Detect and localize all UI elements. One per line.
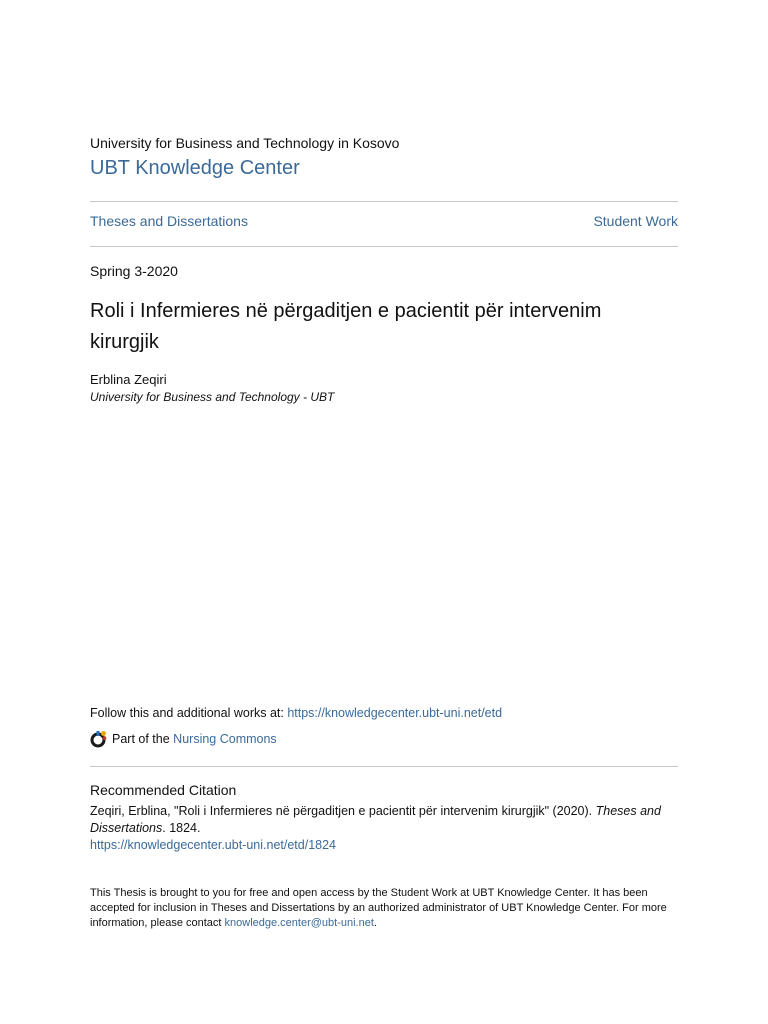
citation-text: Zeqiri, Erblina, "Roli i Infermieres në përgaditjen e pacientit për intervenim kirurgjik" (2020).: [90, 804, 596, 818]
citation-divider: [90, 766, 678, 767]
nav-divider: [90, 246, 678, 247]
part-of-prefix: Part of the: [112, 732, 170, 746]
collection-nav: [90, 213, 678, 229]
repository-link[interactable]: UBT Knowledge Center: [90, 157, 300, 179]
follow-line: [90, 706, 502, 720]
nursing-commons-link[interactable]: Nursing Commons: [173, 732, 277, 746]
access-notice-text: This Thesis is brought to you for free and open access by the Student Work at UBT Knowledge Center. It has been accepted for inclusion in Theses and Dissertations by an authorized administrator of UBT Knowledge Center. For more information, please contact: [90, 887, 667, 929]
citation-url-link[interactable]: https://knowledgecenter.ubt-uni.net/etd/1824: [90, 838, 337, 852]
cover-page: [90, 0, 678, 1024]
citation-series: Theses and Dissertations: [90, 804, 661, 835]
author-affiliation: University for Business and Technology - UBT: [90, 390, 335, 404]
student-work-link[interactable]: Student Work: [593, 213, 678, 229]
citation-heading: Recommended Citation: [90, 782, 237, 798]
publication-date: Spring 3-2020: [90, 263, 178, 279]
access-notice-end: .: [373, 917, 377, 929]
collection-url-link[interactable]: https://knowledgecenter.ubt-uni.net/etd: [287, 706, 503, 720]
document-title: Roli i Infermieres në përgaditjen e pacientit për intervenim kirurgjik: [90, 300, 602, 353]
author-name: Erblina Zeqiri: [90, 372, 167, 387]
citation-block: [90, 803, 678, 854]
citation-number: . 1824.: [162, 821, 201, 835]
bepress-commons-icon: [90, 730, 108, 748]
contact-email-link[interactable]: knowledge.center@ubt-uni.net: [224, 917, 374, 929]
institution-name: University for Business and Technology in Kosovo: [90, 135, 400, 151]
theses-dissertations-link[interactable]: Theses and Dissertations: [90, 213, 248, 229]
follow-prefix: Follow this and additional works at:: [90, 706, 288, 720]
access-notice: [90, 886, 678, 931]
part-of-line: [90, 730, 277, 748]
top-divider: [90, 201, 678, 202]
